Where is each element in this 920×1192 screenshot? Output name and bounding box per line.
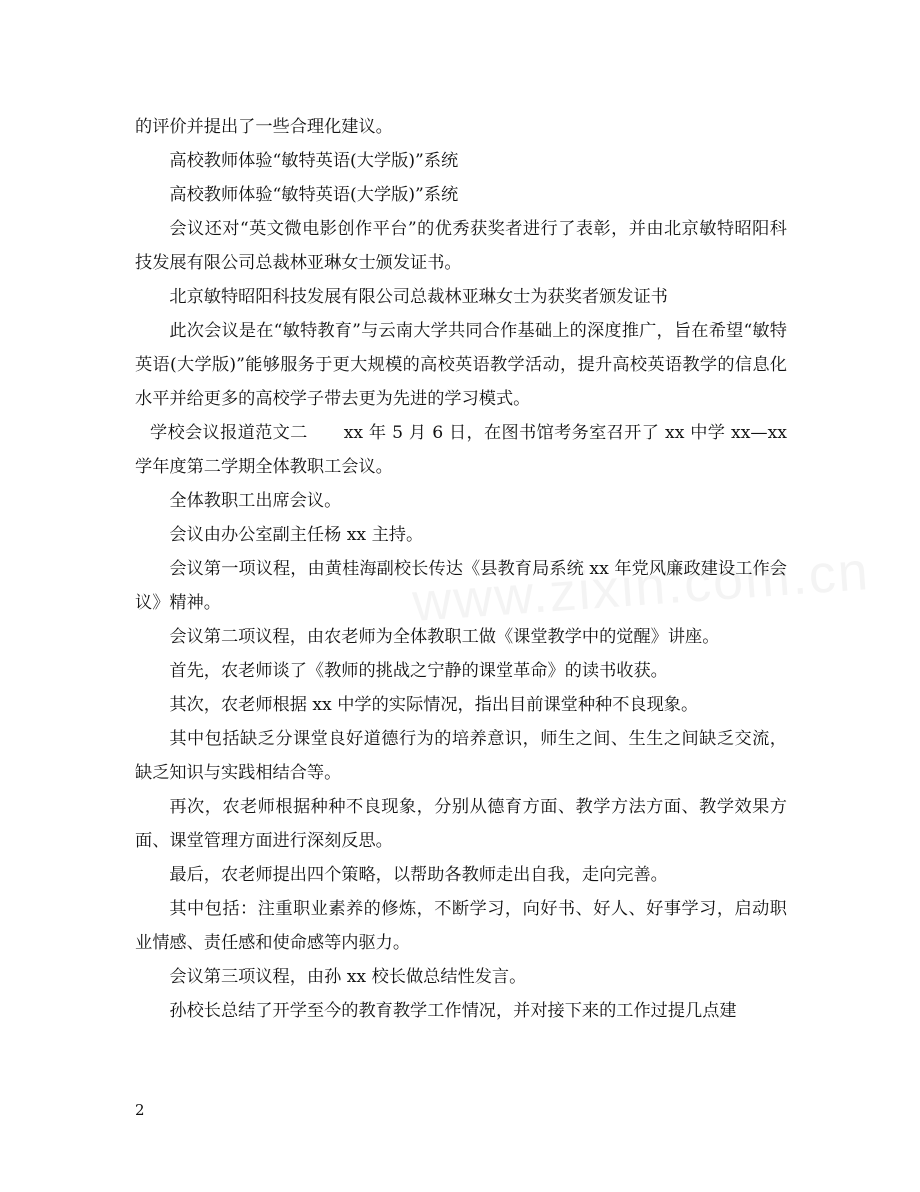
paragraph: 会议第一项议程，由黄桂海副校长传达《县教育局系统 xx 年党风廉政建设工作会议》精神。	[135, 559, 787, 613]
paragraph: 会议还对“英文微电影创作平台”的优秀获奖者进行了表彰，并由北京敏特昭阳科技发展有限公司总裁林亚琳女士颁发证书。	[135, 219, 787, 273]
section-heading: 学校会议报道范文二	[150, 423, 308, 443]
paragraph: 此次会议是在“敏特教育”与云南大学共同合作基础上的深度推广，旨在希望“敏特英语(大学版)”能够服务于更大规模的高校英语教学活动，提升高校英语教学的信息化水平并给更多的高校学子带去更为先进的学习模式。	[135, 321, 787, 409]
paragraph: 其中包括：注重职业素养的修炼，不断学习，向好书、好人、好事学习，启动职业情感、责任感和使命感等内驱力。	[135, 899, 787, 953]
document-body	[135, 110, 787, 1028]
section-heading-body: xx 年 5 月 6 日，在图书馆考务室召开了 xx 中学 xx—xx 学年度第二学期全体教职工会议。	[135, 423, 787, 477]
paragraph: 会议由办公室副主任杨 xx 主持。	[169, 525, 424, 545]
paragraph: 孙校长总结了开学至今的教育教学工作情况，并对接下来的工作过提几点建	[169, 1001, 737, 1021]
paragraph: 全体教职工出席会议。	[169, 491, 342, 511]
paragraph: 高校教师体验“敏特英语(大学版)”系统	[169, 151, 459, 171]
section-heading-paragraph	[135, 416, 787, 484]
paragraph: 其中包括缺乏分课堂良好道德行为的培养意识，师生之间、生生之间缺乏交流，缺乏知识与实践相结合等。	[135, 729, 787, 783]
paragraph: 高校教师体验“敏特英语(大学版)”系统	[169, 185, 459, 205]
paragraph: 北京敏特昭阳科技发展有限公司总裁林亚琳女士为获奖者颁发证书	[169, 287, 668, 307]
paragraph: 会议第三项议程，由孙 xx 校长做总结性发言。	[169, 967, 527, 987]
paragraph: 再次，农老师根据种种不良现象，分别从德育方面、教学方法方面、教学效果方面、课堂管理方面进行深刻反思。	[135, 797, 787, 851]
paragraph: 的评价并提出了一些合理化建议。	[135, 117, 393, 137]
paragraph: 会议第二项议程，由农老师为全体教职工做《课堂教学中的觉醒》讲座。	[169, 627, 720, 647]
paragraph: 其次，农老师根据 xx 中学的实际情况，指出目前课堂种种不良现象。	[169, 695, 699, 715]
page-number: 2	[135, 1101, 145, 1119]
paragraph: 最后，农老师提出四个策略，以帮助各教师走出自我，走向完善。	[169, 865, 668, 885]
paragraph: 首先，农老师谈了《教师的挑战之宁静的课堂革命》的读书收获。	[169, 661, 668, 681]
